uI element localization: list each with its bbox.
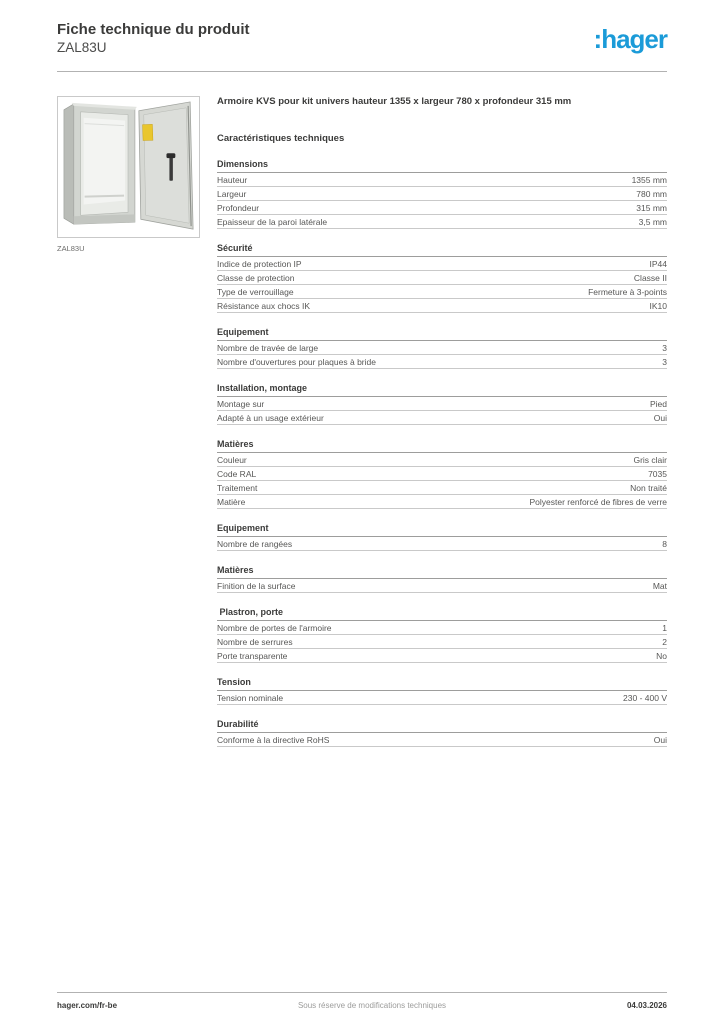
footer-row <box>57 1001 667 1010</box>
spec-section <box>217 565 667 593</box>
table-row <box>217 467 667 481</box>
spec-label: Porte transparente <box>217 650 288 661</box>
product-image <box>58 97 199 237</box>
spec-value: 315 mm <box>636 202 667 213</box>
spec-value: IP44 <box>649 258 667 269</box>
table-row <box>217 481 667 495</box>
spec-section <box>217 327 667 369</box>
spec-section-title: Sécurité <box>217 243 667 257</box>
spec-value: Oui <box>653 734 667 745</box>
spec-label: Indice de protection IP <box>217 258 302 269</box>
spec-label: Code RAL <box>217 468 257 479</box>
table-row <box>217 495 667 509</box>
spec-value: Classe II <box>633 272 667 283</box>
spec-label: Classe de protection <box>217 272 295 283</box>
table-row <box>217 733 667 747</box>
product-image-frame <box>57 96 200 238</box>
header-divider <box>57 71 667 72</box>
page-header <box>0 0 724 56</box>
spec-value: Mat <box>652 580 667 591</box>
spec-label: Résistance aux chocs IK <box>217 300 311 311</box>
spec-section <box>217 607 667 663</box>
spec-value: Gris clair <box>633 454 667 465</box>
table-row <box>217 411 667 425</box>
table-row <box>217 635 667 649</box>
spec-label: Matière <box>217 496 246 507</box>
table-row <box>217 355 667 369</box>
table-row <box>217 453 667 467</box>
table-row <box>217 201 667 215</box>
spec-section-title: Dimensions <box>217 159 667 173</box>
spec-section-title: Equipement <box>217 327 667 341</box>
spec-label: Nombre de portes de l'armoire <box>217 622 332 633</box>
spec-section-title: Installation, montage <box>217 383 667 397</box>
tech-characteristics-heading: Caractéristiques techniques <box>217 133 345 144</box>
spec-label: Traitement <box>217 482 258 493</box>
table-row <box>217 397 667 411</box>
spec-section-title: Plastron, porte <box>217 607 667 621</box>
spec-value: 3 <box>662 342 667 353</box>
spec-value: No <box>656 650 667 661</box>
spec-section-title: Matières <box>217 439 667 453</box>
table-row <box>217 299 667 313</box>
spec-label: Tension nominale <box>217 692 284 703</box>
spec-section <box>217 383 667 425</box>
spec-section <box>217 439 667 509</box>
spec-value: 7035 <box>648 468 667 479</box>
table-row <box>217 341 667 355</box>
page-title: Fiche technique du produit <box>57 21 250 38</box>
spec-value: 8 <box>662 538 667 549</box>
table-row <box>217 173 667 187</box>
spec-label: Nombre de travée de large <box>217 342 319 353</box>
table-row <box>217 215 667 229</box>
spec-label: Nombre de rangées <box>217 538 293 549</box>
product-image-caption: ZAL83U <box>57 244 85 253</box>
spec-label: Montage sur <box>217 398 265 409</box>
spec-label: Epaisseur de la paroi latérale <box>217 216 328 227</box>
footer-note: Sous réserve de modifications techniques <box>297 1001 447 1010</box>
spec-section <box>217 243 667 313</box>
product-title: Armoire KVS pour kit univers hauteur 1355 x largeur 780 x profondeur 315 mm <box>217 96 572 107</box>
spec-section <box>217 719 667 747</box>
spec-value: Non traité <box>630 482 667 493</box>
spec-value: Pied <box>649 398 667 409</box>
table-row <box>217 649 667 663</box>
footer-url[interactable]: hager.com/fr-be <box>57 1001 118 1010</box>
table-row <box>217 579 667 593</box>
spec-column <box>217 96 667 747</box>
table-row <box>217 257 667 271</box>
spec-value: 230 - 400 V <box>623 692 667 703</box>
spec-label: Nombre d'ouvertures pour plaques à bride <box>217 356 376 367</box>
content-area <box>57 96 667 747</box>
spec-section-title: Matières <box>217 565 667 579</box>
spec-label: Finition de la surface <box>217 580 296 591</box>
spec-section-title: Equipement <box>217 523 667 537</box>
spec-section <box>217 159 667 229</box>
header-text-block <box>57 20 250 56</box>
product-code: ZAL83U <box>57 40 107 55</box>
spec-value: IK10 <box>649 300 667 311</box>
footer-divider <box>57 992 667 993</box>
spec-section <box>217 677 667 705</box>
product-image-column <box>57 96 200 747</box>
spec-label: Nombre de serrures <box>217 636 293 647</box>
table-row <box>217 187 667 201</box>
table-row <box>217 285 667 299</box>
hager-logo: :hager <box>593 24 667 54</box>
spec-value: 1355 mm <box>631 174 667 185</box>
spec-value: Fermeture à 3-points <box>588 286 667 297</box>
table-row <box>217 271 667 285</box>
spec-value: 3 <box>662 356 667 367</box>
spec-value: 780 mm <box>636 188 667 199</box>
spec-sections <box>217 159 667 747</box>
spec-label: Type de verrouillage <box>217 286 294 297</box>
table-row <box>217 621 667 635</box>
footer-date: 04.03.2026 <box>626 1001 667 1010</box>
spec-label: Couleur <box>217 454 247 465</box>
spec-label: Conforme à la directive RoHS <box>217 734 330 745</box>
spec-section-title: Tension <box>217 677 667 691</box>
spec-section <box>217 523 667 551</box>
spec-label: Adapté à un usage extérieur <box>217 412 324 423</box>
spec-value: Oui <box>653 412 667 423</box>
spec-section-title: Durabilité <box>217 719 667 733</box>
spec-value: 2 <box>662 636 667 647</box>
table-row <box>217 537 667 551</box>
spec-value: Polyester renforcé de fibres de verre <box>529 496 667 507</box>
spec-label: Profondeur <box>217 202 260 213</box>
table-row <box>217 691 667 705</box>
spec-label: Hauteur <box>217 174 248 185</box>
spec-label: Largeur <box>217 188 247 199</box>
spec-value: 1 <box>662 622 667 633</box>
spec-value: 3,5 mm <box>638 216 667 227</box>
page-footer <box>0 992 724 1010</box>
